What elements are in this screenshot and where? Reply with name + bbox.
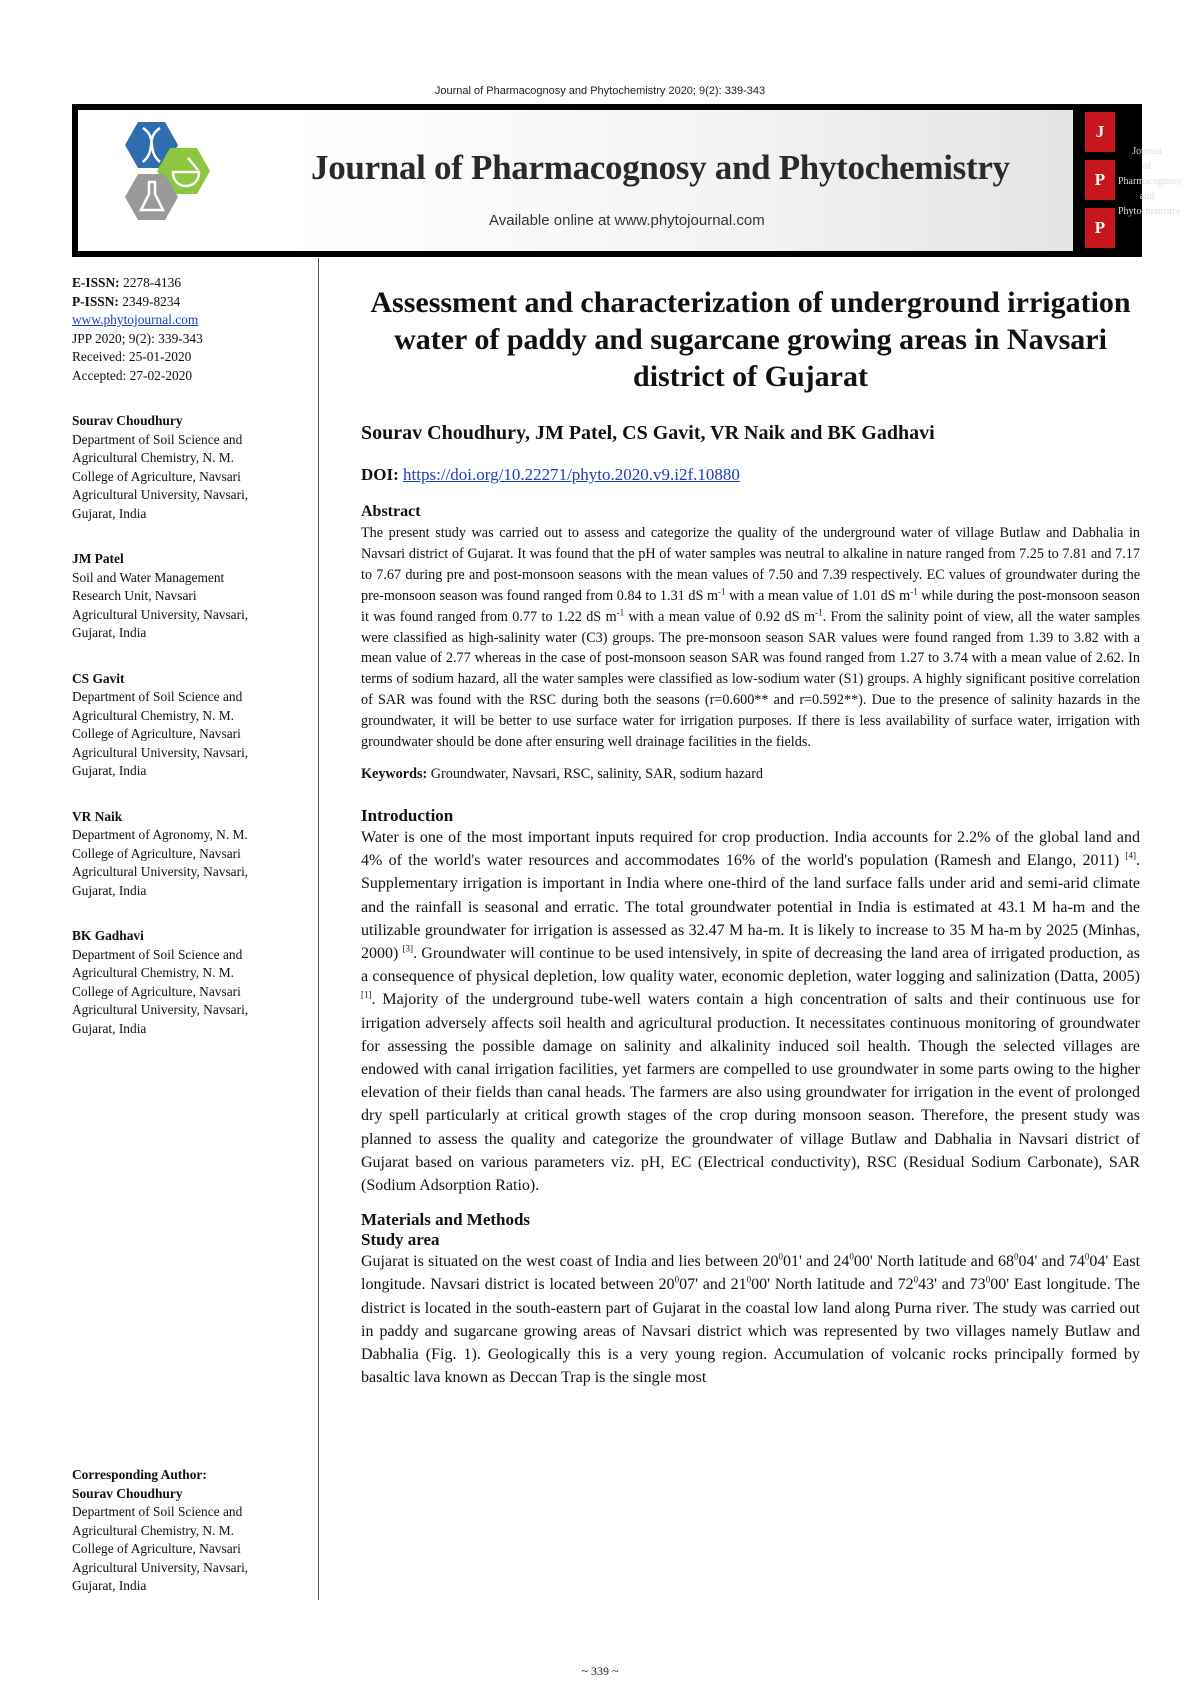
affiliation-line: Agricultural Chemistry, N. M. xyxy=(72,707,235,723)
affiliation-line: College of Agriculture, Navsari xyxy=(72,845,241,861)
degree-mark: 0 xyxy=(1084,1251,1090,1262)
study-area-heading: Study area xyxy=(361,1230,440,1250)
paper-title: Assessment and characterization of underground irrigation water of paddy and sugarcane growing areas in Navsari district of Gujarat xyxy=(370,286,1131,393)
affiliation-line: Agricultural Chemistry, N. M. xyxy=(72,450,235,465)
methods-part: 00' North latitude and 72 xyxy=(751,1276,914,1294)
affiliation-line: Gujarat, India xyxy=(72,882,147,898)
doi-label: DOI: xyxy=(361,465,399,484)
affiliation-line: Gujarat, India xyxy=(72,763,147,778)
affiliation-block xyxy=(72,412,312,523)
affiliation-line: Department of Soil Science and xyxy=(72,946,243,962)
hexagon-logo-icon xyxy=(78,110,281,251)
degree-mark: 0 xyxy=(778,1251,783,1262)
affiliation-author-name: Sourav Choudhury xyxy=(72,413,183,428)
jpp-side-line: of xyxy=(1142,161,1152,172)
eissn xyxy=(72,274,312,293)
methods-heading: Materials and Methods xyxy=(361,1210,531,1230)
intro-part: Water is one of the most important inputs required for crop production. India accounts for 2.2% of the global land and 4% of the world's water resources and accommodates 16% of the world's population (Ramesh and Elango, 2011) xyxy=(361,828,1140,870)
affiliation-line: Agricultural Chemistry, N. M. xyxy=(72,965,235,980)
journal-subtitle: Available online at www.phytojournal.com xyxy=(489,212,765,229)
affiliation-line: Department of Soil Science and xyxy=(72,431,243,447)
jpp-side-line: Journal xyxy=(1132,146,1162,157)
abstract-part: with a mean value of 0.92 dS m xyxy=(624,608,816,625)
affiliation-line: Research Unit, Navsari xyxy=(72,588,197,603)
doi-link[interactable]: https://doi.org/10.22271/phyto.2020.v9.i2f.10880 xyxy=(403,465,740,484)
column-divider xyxy=(318,258,319,1600)
methods-part: 00' North latitude and 68 xyxy=(853,1253,1014,1271)
affiliation-author-name: JM Patel xyxy=(72,551,124,566)
affiliation-line: Soil and Water Management xyxy=(72,569,225,585)
intro-part: . Supplementary irrigation is important in India where one-third of the land surface falls under arid and semi-arid climate and the rainfall is seasonal and erratic. The total groundwater potential in India is estimated at 43.1 M ha-m and the utilizable groundwater for irrigation is assessed as 32.47 M ha-m. It is likely to increase to 35 M ha-m by 2025 (Minhas, 2000) xyxy=(361,852,1140,962)
degree-mark: 0 xyxy=(746,1275,752,1286)
methods-part: 00' East longitude. The district is located in the south-eastern part of Gujarat in the coastal low land along Purna river. The study was carried out in paddy and sugarcane growing areas of Navsari district which was represented by two villages namely Butlaw and Dabhalia (Fig. 1). Geologically this is a very young region. Accumulation of volcanic rocks principally formed by basaltic lava known as Deccan Trap is the single most xyxy=(361,1276,1141,1387)
keywords-text: Groundwater, Navsari, RSC, salinity, SAR, sodium hazard xyxy=(427,765,764,782)
eissn-value: 2278-4136 xyxy=(123,275,182,290)
doi xyxy=(361,465,1140,485)
introduction-heading: Introduction xyxy=(361,805,454,825)
methods-part: 01' and 24 xyxy=(782,1253,850,1271)
affiliation-line: College of Agriculture, Navsari xyxy=(72,468,241,484)
jpp-letter-p2: P xyxy=(1085,208,1115,248)
keywords xyxy=(361,766,1140,783)
intro-part: . Majority of the underground tube-well waters contain a high concentration of salts and their continuous use for irrigation adversely affects soil health and agricultural production. It necessitates continuous monitoring of groundwater for assessing the possible damage on salinity and alkalinity induced soil health. Though the selected villages are endowed with canal irrigation facilities, yet farmers are compelled to use groundwater in some parts owing to the higher elevation of their fields than canal heads. The farmers are also using groundwater for irrigation in the event of prolonged dry spell particularly at critical growth stages of the crop during monsoon season. Therefore, the present study was planned to assess the quality and categorize the groundwater of village Butlaw and Dabhalia in Navsari district of Gujarat based on various parameters viz. pH, EC (Electrical conductivity), RSC (Residual Sodium Carbonate), SAR (Sodium Adsorption Ratio). xyxy=(361,991,1140,1195)
affiliation-line: Agricultural University, Navsari, xyxy=(72,744,249,760)
degree-mark: 0 xyxy=(913,1275,919,1286)
affiliation-line: Department of Soil Science and xyxy=(72,689,243,704)
citation-ref: [3] xyxy=(402,943,414,954)
page-number: ~ 339 ~ xyxy=(581,1664,619,1678)
intro-part: . Groundwater will continue to be used intensively, in spite of decreasing the land area of irrigated production, as a consequence of physical depletion, low quality water, economic depletion, water logging and salinization (Datta, 2005) xyxy=(361,944,1140,986)
superscript: -1 xyxy=(815,606,823,617)
methods-part: 07' and 21 xyxy=(679,1276,747,1294)
abstract-heading: Abstract xyxy=(361,503,421,520)
corresponding-line: Agricultural Chemistry, N. M. xyxy=(72,1522,235,1538)
affiliation-author-name: VR Naik xyxy=(72,808,123,824)
methods-part: 43' and 73 xyxy=(918,1276,986,1294)
corresponding-line: College of Agriculture, Navsari xyxy=(72,1541,241,1556)
corresponding-line: Agricultural University, Navsari, xyxy=(72,1559,249,1575)
accepted-date: Accepted: 27-02-2020 xyxy=(72,367,193,383)
banner-title-area xyxy=(281,110,1073,251)
jpp-citation: JPP 2020; 9(2): 339-343 xyxy=(72,330,203,346)
abstract-part: with a mean value of 1.01 dS m xyxy=(725,587,911,604)
superscript: -1 xyxy=(616,606,625,617)
pissn-value: 2349-8234 xyxy=(122,293,181,309)
sidebar xyxy=(72,274,312,1038)
affiliation-block xyxy=(72,808,312,901)
superscript: -1 xyxy=(910,585,918,596)
received-date: Received: 25-01-2020 xyxy=(72,349,192,364)
corresponding-author xyxy=(72,1466,312,1596)
affiliation-line: College of Agriculture, Navsari xyxy=(72,983,241,999)
affiliation-author-name: CS Gavit xyxy=(72,670,125,686)
citation-ref: [4] xyxy=(1125,850,1136,861)
affiliation-line: Gujarat, India xyxy=(72,505,147,521)
affiliation-block xyxy=(72,550,312,643)
keywords-label: Keywords: xyxy=(361,765,428,782)
jpp-side-line: and xyxy=(1139,191,1155,202)
website-link[interactable]: www.phytojournal.com xyxy=(72,312,199,327)
affiliation-block xyxy=(72,670,312,781)
citation-ref: [1] xyxy=(361,990,372,1001)
jpp-letter-p1: P xyxy=(1085,160,1115,200)
journal-logo xyxy=(78,110,281,251)
corresponding-label: Corresponding Author: xyxy=(72,1467,207,1482)
abstract-part: while during the post-monsoon season it was found ranged from 0.77 to 1.22 dS m xyxy=(361,587,1140,625)
pissn xyxy=(72,293,312,312)
eissn-label: E-ISSN: xyxy=(72,275,120,290)
jpp-side-line: Phytochemistry xyxy=(1118,206,1181,217)
degree-mark: 0 xyxy=(1013,1251,1019,1262)
introduction-text xyxy=(361,826,1140,1197)
journal-banner xyxy=(72,104,1182,257)
affiliation-line: College of Agriculture, Navsari xyxy=(72,726,241,741)
affiliation-line: Agricultural University, Navsari, xyxy=(72,487,249,502)
jpp-letter-j: J xyxy=(1085,112,1115,152)
degree-mark: 0 xyxy=(849,1251,854,1262)
affiliation-block xyxy=(72,927,312,1038)
affiliation-line: Department of Agronomy, N. M. xyxy=(72,827,248,842)
degree-mark: 0 xyxy=(985,1275,991,1286)
jpp-badge xyxy=(1085,112,1115,249)
author-list: Sourav Choudhury, JM Patel, CS Gavit, VR Naik and BK Gadhavi xyxy=(361,422,935,444)
corresponding-line: Gujarat, India xyxy=(72,1578,147,1593)
corresponding-name: Sourav Choudhury xyxy=(72,1485,183,1501)
jpp-side-text xyxy=(1118,144,1182,219)
running-head: Journal of Pharmacognosy and Phytochemistry 2020; 9(2): 339-343 xyxy=(434,85,766,97)
affiliation-line: Gujarat, India xyxy=(72,1020,147,1036)
abstract-text xyxy=(361,523,1140,753)
main-column xyxy=(361,284,1140,1389)
affiliation-line: Agricultural University, Navsari, xyxy=(72,864,249,879)
affiliation-author-name: BK Gadhavi xyxy=(72,928,144,943)
affiliation-line: Agricultural University, Navsari, xyxy=(72,606,249,622)
affiliation-line: Gujarat, India xyxy=(72,625,147,640)
corresponding-line: Department of Soil Science and xyxy=(72,1504,243,1519)
affiliation-line: Agricultural University, Navsari, xyxy=(72,1002,249,1017)
superscript: -1 xyxy=(718,585,726,596)
abstract-part: The present study was carried out to assess and categorize the quality of the underground water of village Butlaw and Dabhalia in Navsari district of Gujarat. It was found that the pH of water samples was neutral to alkaline in nature ranged from 7.25 to 7.81 and 7.17 to 7.67 during pre and post-monsoon seasons with the mean values of 7.50 and 7.39 respectively. EC values of groundwater during the pre-monsoon season was found ranged from 0.84 to 1.31 dS m xyxy=(361,525,1140,604)
study-area-text xyxy=(361,1250,1140,1389)
pissn-label: P-ISSN: xyxy=(72,293,119,309)
methods-part: 04' East longitude. Navsari district is located between 20 xyxy=(361,1253,1141,1294)
jpp-side-line: Pharmacognosy xyxy=(1118,176,1182,187)
abstract-part: . From the salinity point of view, all the water samples were classified as high-salinity water (C3) groups. The pre-monsoon season SAR values were found ranged from 1.39 to 3.82 with a mean value of 2.77 whereas in the case of post-monsoon season SAR was found ranged from 1.27 to 3.74 with a mean value of 2.62. In terms of sodium hazard, all the water samples were classified as low-sodium water (S1) groups. A highly significant positive correlation of SAR was found with the RSC during both the seasons (r=0.600** and r=0.592**). Due to the presence of salinity hazards in the groundwater, it will be better to use surface water for irrigation purposes. If there is less availability of surface water, irrigation with groundwater should be done after ensuring well drainage facilities in the fields. xyxy=(361,608,1141,751)
methods-part: Gujarat is situated on the west coast of India and lies between 20 xyxy=(361,1253,779,1271)
methods-part: 04' and 74 xyxy=(1018,1253,1085,1271)
degree-mark: 0 xyxy=(674,1275,680,1286)
journal-title: Journal of Pharmacognosy and Phytochemistry xyxy=(311,148,1010,187)
